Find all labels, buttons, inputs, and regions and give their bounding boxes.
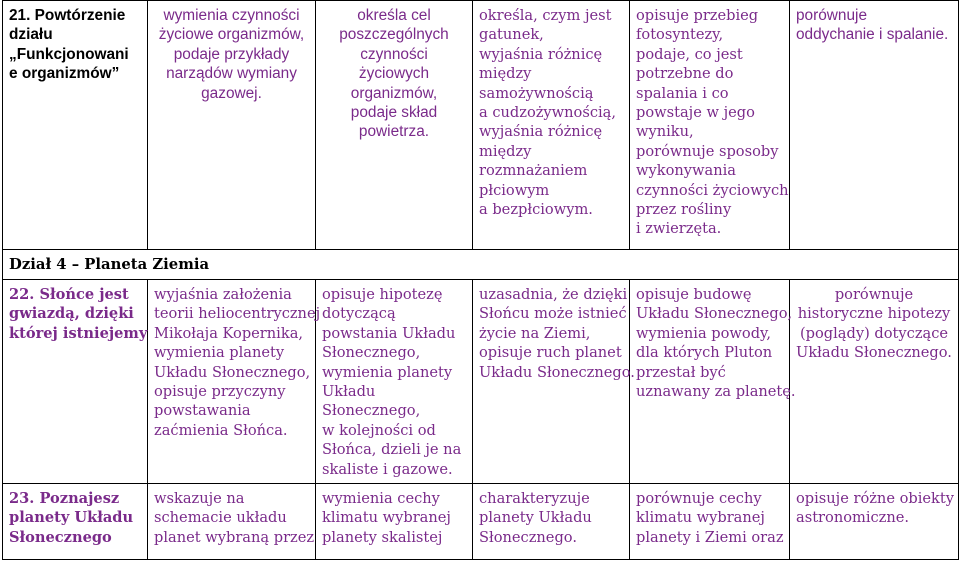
requirement-line: klimatu wybranej	[322, 509, 451, 527]
requirement-line: wymienia czynności	[163, 7, 300, 24]
requirement-line: gazowej.	[201, 84, 262, 102]
requirement-line: wymienia powody,	[636, 324, 771, 342]
requirement-cell	[790, 280, 959, 484]
requirement-line: potrzebne do	[636, 65, 734, 83]
requirement-line: porównuje	[796, 7, 868, 24]
requirement-line: Słońcu może istnieć	[479, 305, 627, 323]
requirement-line: powstaje w jego	[636, 104, 755, 122]
requirement-line: powstawania	[154, 402, 251, 420]
lesson-topic-line: e organizmów”	[9, 65, 120, 83]
lesson-topic-line: gwiazdą, dzięki	[9, 305, 134, 323]
requirement-line: życie na Ziemi,	[479, 324, 591, 342]
requirement-line: wyniku,	[636, 123, 694, 141]
requirement-line: określa cel	[357, 7, 431, 24]
requirement-line: planety skalistej	[322, 528, 443, 546]
requirement-cell	[148, 280, 321, 484]
table-row	[3, 1, 959, 250]
requirement-line: Słonecznego.	[479, 528, 577, 546]
lesson-topic-line: działu	[9, 26, 53, 44]
requirement-line: historyczne hipotezy	[797, 305, 951, 323]
requirement-line: opisuje ruch planet	[479, 344, 622, 362]
requirement-line: podaje skład	[350, 104, 438, 122]
lesson-topic-line: której istniejemy	[9, 324, 148, 342]
requirement-line: Słonecznego,	[322, 344, 421, 362]
requirement-line: astronomiczne.	[796, 509, 910, 527]
requirement-line: samożywnością	[479, 84, 594, 102]
requirement-line: a bezpłciowym.	[479, 201, 593, 219]
requirement-line: charakteryzuje	[479, 490, 590, 508]
requirement-line: Słońca, dzieli je na	[322, 441, 462, 459]
requirement-line: między	[479, 65, 532, 83]
requirement-line: zaćmienia Słońca.	[154, 421, 288, 439]
lesson-topic-cell	[3, 1, 148, 250]
requirement-line: wyjaśnia różnicę	[479, 45, 603, 63]
requirement-line: określa, czym jest	[479, 7, 612, 24]
requirement-line: płciowym	[479, 181, 550, 199]
requirement-line: Układu Słonecznego.	[796, 344, 952, 362]
requirement-line: organizmów,	[350, 84, 438, 102]
requirement-line: powstania Układu	[322, 324, 456, 342]
lesson-topic-line: 23. Poznajesz	[9, 490, 120, 508]
requirement-line: oddychanie i spalanie.	[796, 26, 949, 44]
requirement-line: opisuje hipotezę	[322, 286, 443, 303]
section-row	[3, 250, 959, 280]
requirement-line: uzasadnia, że dzięki	[479, 286, 628, 303]
requirement-line: wymienia planety	[322, 363, 453, 381]
requirement-line: życiowe organizmów,	[158, 26, 305, 44]
requirement-line: uznawany za planetę.	[636, 383, 796, 401]
requirement-line: planety Układu	[479, 509, 592, 527]
requirement-line: planety i Ziemi oraz	[636, 528, 784, 546]
requirement-line: schemacie układu	[154, 509, 287, 527]
requirement-cell	[630, 484, 790, 560]
requirement-line: rozmnażaniem	[479, 162, 588, 180]
requirement-line: klimatu wybranej	[636, 509, 765, 527]
requirement-line: wymienia cechy	[322, 490, 440, 508]
requirement-line: porównuje	[834, 286, 914, 303]
lesson-topic-cell	[3, 484, 148, 560]
requirement-cell	[790, 484, 959, 560]
requirement-cell	[790, 1, 959, 250]
requirement-line: Słonecznego,	[322, 402, 421, 420]
requirement-line: czynności	[360, 45, 428, 63]
requirement-line: życiowych	[358, 65, 430, 83]
requirement-line: porównuje cechy	[636, 490, 762, 508]
requirement-line: teorii heliocentrycznej	[154, 305, 321, 323]
requirement-line: spalania i co	[636, 84, 729, 102]
requirement-line: poszczególnych	[339, 26, 449, 44]
requirement-cell	[473, 484, 630, 560]
requirement-line: opisuje różne obiekty	[796, 490, 954, 508]
requirement-line: wyjaśnia różnicę	[479, 123, 603, 141]
requirement-line: narządów wymiany	[166, 65, 297, 83]
requirement-line: Układu Słonecznego,	[154, 363, 311, 381]
table-row	[3, 280, 959, 484]
requirement-line: opisuje przebieg	[636, 7, 759, 24]
requirement-line: Mikołaja Kopernika,	[154, 324, 304, 342]
requirement-line: dotyczącą	[322, 305, 396, 323]
requirement-line: Układu	[322, 383, 376, 401]
requirement-line: i zwierzęta.	[636, 220, 722, 238]
requirement-line: (poglądy) dotyczące	[799, 324, 949, 342]
requirement-cell	[148, 1, 316, 250]
requirement-line: a cudzożywnością,	[479, 104, 617, 122]
requirement-line: wyjaśnia założenia	[154, 286, 292, 303]
requirement-line: między	[479, 142, 532, 160]
requirement-line: Układu Słonecznego.	[479, 363, 635, 381]
requirement-line: podaje przykłady	[173, 45, 290, 63]
requirement-line: w kolejności od	[322, 421, 436, 439]
requirement-cell	[316, 484, 473, 560]
lesson-topic-cell	[3, 280, 148, 484]
requirement-cell	[148, 484, 316, 560]
requirement-cell	[630, 1, 790, 250]
lesson-topic-line: „Funkcjonowani	[9, 45, 129, 63]
requirement-line: wykonywania	[636, 162, 736, 180]
requirement-line: przestał być	[636, 363, 726, 381]
requirement-cell	[316, 1, 473, 250]
lesson-topic-line: 22. Słońce jest	[9, 286, 129, 303]
requirement-cell	[473, 280, 635, 484]
requirement-line: skaliste i gazowe.	[322, 460, 453, 478]
section-heading	[3, 250, 959, 280]
requirement-line: wymienia planety	[154, 344, 285, 362]
requirement-cell	[473, 1, 630, 250]
requirement-cell	[316, 280, 473, 484]
requirement-line: fotosyntezy,	[636, 26, 724, 44]
requirements-table	[2, 0, 959, 560]
table-row	[3, 484, 959, 560]
requirement-line: opisuje przyczyny	[154, 383, 286, 401]
requirement-line: Układu Słonecznego,	[636, 305, 793, 323]
requirement-cell	[630, 280, 796, 484]
requirement-line: przez rośliny	[636, 201, 732, 219]
requirement-line: powietrza.	[358, 123, 430, 141]
lesson-topic-line: planety Układu	[9, 509, 134, 527]
section-title: Dział 4 – Planeta Ziemia	[9, 256, 210, 273]
requirement-line: podaje, co jest	[636, 45, 743, 63]
requirement-line: porównuje sposoby	[636, 142, 779, 160]
requirement-line: czynności życiowych	[636, 181, 789, 199]
requirement-line: wskazuje na	[154, 490, 245, 508]
lesson-topic-line: 21. Powtórzenie	[9, 7, 126, 24]
lesson-topic-line: Słonecznego	[9, 528, 112, 546]
requirement-line: opisuje budowę	[636, 286, 752, 303]
requirement-line: planet wybraną przez	[154, 528, 315, 546]
requirement-line: dla których Pluton	[636, 344, 773, 362]
requirement-line: gatunek,	[479, 26, 544, 44]
